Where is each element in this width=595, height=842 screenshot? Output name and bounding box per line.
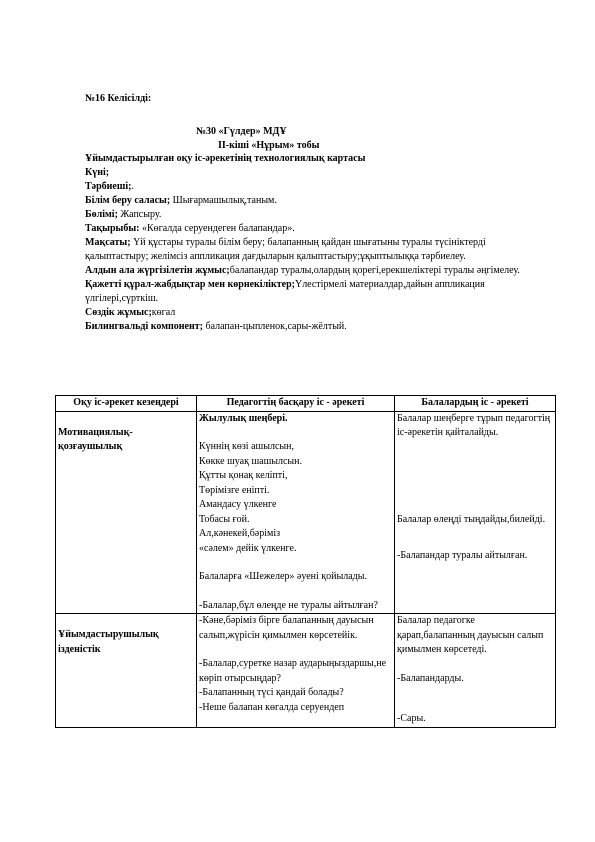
field-topic — [85, 222, 535, 236]
poem-line: Көкке шуақ шашылсын. — [199, 455, 302, 467]
cell-paragraph: Балалар шеңберге тұрып педагогтің іс-әрекетін қайталайды. — [397, 412, 551, 438]
cell-paragraph: -Балапандар туралы айтылған. — [397, 550, 528, 561]
field-value: Шығармашылық,таным. — [170, 195, 277, 206]
children-cell — [395, 411, 556, 614]
field-label: Тәрбиеші; — [85, 181, 132, 192]
field-label: Сөздік жұмыс; — [85, 307, 152, 318]
cell-paragraph: -Балалар,суретке назар аударыңыздаршы,не көріп отырсыңдар? — [199, 658, 387, 684]
field-date — [85, 166, 535, 180]
poem-line: Күннің көзі ашылсын, — [199, 441, 294, 452]
field-value: балапан-цыпленок,сары-жёлтый. — [203, 321, 347, 332]
column-header: Педагогтің басқару іс - әрекеті — [197, 396, 395, 412]
lesson-stages-table — [55, 395, 556, 728]
field-value: көгал — [151, 307, 176, 318]
table-row — [56, 411, 556, 614]
poem-line: Төрімізге еніпті. — [199, 484, 270, 496]
poem-line: Амандасу үлкенге — [199, 499, 277, 510]
lesson-info-block — [85, 152, 535, 334]
field-label: Билингвальді компонент; — [85, 321, 203, 332]
teacher-cell — [197, 614, 395, 728]
field-goal — [85, 236, 535, 264]
column-header: Оқу іс-әрекет кезеңдері — [56, 396, 197, 412]
field-label: Бөлімі; — [85, 209, 118, 220]
field-value: . — [131, 181, 134, 192]
field-label: Мақсаты; — [85, 237, 131, 248]
cell-paragraph: -Балапанның түсі қандай болады? — [199, 687, 344, 698]
field-value: балапандар туралы,олардың қорегі,ерекшеліктері туралы әңгімелеу. — [229, 265, 520, 276]
field-preliminary-work — [85, 264, 535, 278]
doc-title: Ұйымдастырылған оқу іс-әрекетінің технологиялық картасы — [85, 153, 366, 164]
field-teacher — [85, 180, 535, 194]
cell-paragraph: Балалар педагогке қарап,балапанның дауысын салып қимылмен көрсетеді. — [397, 615, 544, 655]
field-value: Жапсыру. — [117, 209, 162, 220]
field-label: Тақырыбы: — [85, 223, 140, 234]
field-value: Үлестірмелі материалдар,дайын аппликация үлгілері,сүрткіш. — [85, 279, 485, 304]
poem-line: «сәлем» дейік үлкенге. — [199, 542, 297, 554]
table-row — [56, 614, 556, 728]
field-equipment — [85, 278, 535, 306]
cell-paragraph: -Кәне,бәріміз бірге балапанның дауысын салып,жүрісін қимылмен көрсетейік. — [199, 615, 374, 641]
cell-paragraph: -Балапандарды. — [397, 672, 464, 684]
children-cell — [395, 614, 556, 728]
cell-title: Жылулық шеңбері. — [199, 412, 288, 424]
school-name: №30 «Гүлдер» МДҰ — [196, 126, 287, 137]
teacher-cell — [197, 411, 395, 614]
cell-paragraph: Балалар өлеңді тыңдайды,билейді. — [397, 513, 546, 525]
field-label: Алдын ала жүргізілетін жұмыс; — [85, 265, 230, 276]
lesson-number: №16 Келісілді: — [85, 93, 152, 104]
field-section — [85, 208, 535, 222]
field-value: «Көгалда серуендеген балапандар». — [139, 223, 295, 234]
group-name: II-кіші «Нұрым» тобы — [218, 140, 320, 151]
cell-paragraph: Балаларға «Шежелер» әуені қойылады. — [199, 571, 367, 582]
field-vocabulary — [85, 306, 535, 320]
cell-paragraph: -Балалар,бұл өлеңде не туралы айтылған? — [199, 599, 378, 611]
poem-line: Құтты қонақ келіпті, — [199, 470, 288, 481]
field-label: Қажетті құрал-жабдықтар мен көрнекіліктер; — [85, 279, 295, 290]
poem-line: Тобасы ғой. — [199, 513, 250, 525]
stage-cell: Мотивациялық-қозғаушылық — [56, 411, 197, 614]
cell-paragraph: -Неше балапан көгалда серуендеп — [199, 701, 345, 713]
cell-paragraph: -Сары. — [397, 713, 426, 724]
stage-cell: Ұйымдастырушылық ізденістік — [56, 614, 197, 728]
table-header-row — [56, 396, 556, 412]
field-bilingual — [85, 320, 535, 334]
column-header: Балалардың іс - әрекеті — [395, 396, 556, 412]
field-subject-area — [85, 194, 535, 208]
poem-line: Ал,кәнекей,бәріміз — [199, 528, 281, 539]
field-label: Білім беру саласы; — [85, 195, 171, 206]
field-value: Үй құстары туралы білім беру; балапанның қайдан шығатыны туралы түсініктерді қалыптастыру; желімсіз аппликация дағдыларын қалыптастыру;ұқыптылыққа тәрбиелеу. — [85, 237, 486, 262]
field-label: Күні; — [85, 167, 110, 178]
